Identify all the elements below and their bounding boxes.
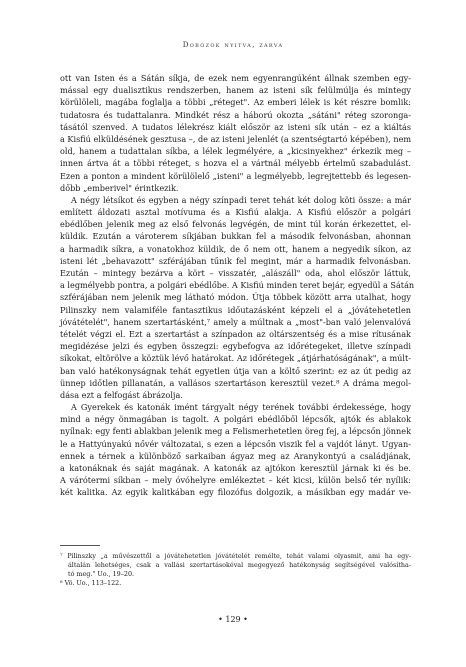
body-line: a Kisfiú elküldésének gesztusa –, de az isteni jelenlét (a szentségtartó képében), nem [60,133,412,144]
body-line: körülöleli, magába foglalja a többi „réteget". Az emberi lélek is két részre bomlik: [60,97,411,108]
page-number: • 129 • [218,615,248,624]
running-head: Dobozok nyitva, zárva [182,40,284,49]
body-line: a katonáknak és saját magának. A katonák az ajtókon keresztül járnak ki és be. [60,463,411,473]
body-line: Ezután – mintegy bezárva a kört – visszatér, „alászáll" oda, ahol először láttuk, [60,268,411,278]
body-line: Pilinszky nem valamiféle fantasztikus időutazásként képzeli el a „jóvátehetetlen [60,304,411,315]
body-line: Ezen a ponton a mindent körülölelő „isteni" a legmélyebb, legrejtettebb és legesen- [60,170,411,181]
body-line: ott van Isten és a Sátán síkja, de ezek nem egyenrangúként állnak szemben egy- [60,73,411,83]
body-line: A négy létsíkot és egyben a négy színpadi teret tehát két dolog köti össze: a már [71,194,411,205]
footnotes [60,552,411,588]
body-line: küldik. Ezután a vároterem síkjában bukkan fel a második felvonásban, ahonnan [60,231,411,242]
body-line: old, hanem a tudattalan síkba, a lélek legmélyére, a „kicsinyekhez" érkezik meg – [60,146,411,157]
footnote-line: ⁷ Pilinszky „a művészettől a jóvátehetetlen jóvátételét remélte, tehát valami olyasmit, ami ha egy- [60,552,411,560]
footnote-rule [60,545,100,546]
footnote-line: tó meg." Uo., 19–20. [68,570,135,578]
body-line: isteni lét „behavazott" szférájában tűnik fel megint, már a harmadik felvonásban. [60,255,411,266]
body-line: A Gyerekek és katonák imént tárgyalt négy terének további érdekessége, hogy [71,402,411,413]
body-line: A várótermi síkban – mely óvóhelyre emlékeztet – két kicsi, külön belső tér nyílik: [60,475,411,486]
body-line: ban való hatékonyságnak tehát egyetlen útja van a költő szerint: ez az út pedig az [60,365,411,376]
body-line: innen ártva át a többi réteget, s hozva el a vártnál mélyebb értelmű szabadulást. [60,158,411,169]
body-line: megidézése jelzi és egyben összegzi: egybefogva az időrétegeket, illetve színpadi [60,341,411,352]
body-line: két kalitka. Az egyik kalitkában egy filozófus dolgozik, a másikban egy madár ve- [60,487,411,498]
body-line: a harmadik síkra, a vonatokhoz küldik, de ő nem ott, hanem a negyedik síkon, az [60,243,411,254]
body-line: ünnep időtlen pillanatán, a vallásos szertartáson keresztül vezet.⁸ A dráma megol- [60,377,411,388]
body-line: le a Hattyúnyakú nővér változatai, s ezen a lépcsőn viszik fel a vajdót lányt. Ugyan- [60,438,411,449]
body-line: jóvátételét", hanem szertartásként,⁷ amely a múltnak a „most"-ban való jelenvalóvá [60,316,411,327]
body-line: tételét végzi el. Ezt a szertartást a színpadon az oltárszentség és a mise rítusának [60,328,411,339]
body-line: mással egy dualisztikus rendszerben, hanem az isteni sík felülmúlja és mintegy [60,85,411,96]
body-line: szférájában nem jelenik meg látható módon. Útja többek között arra utalhat, hogy [60,292,411,303]
body-line: nyílnak: egy fenti ablakban jelenik meg a Felismerhetetlen öreg fej, a lépcsőn jönnek [60,426,411,437]
footnote-line: általán lehetséges, csak a vallási szertartásokéval megegyező hatékonyság segítségével valósítha- [68,561,411,569]
body-line: tudatosra és tudattalanra. Mindkét rész a háború okozta „sátáni" réteg szoronga- [60,109,411,120]
body-line: dőbb „emberivel" érintkezik. [60,182,179,193]
body-line: dása ezt a felfogást ábrázolja. [60,389,183,400]
body-line: mind a négy önmagában is tagolt. A polgári ebédlőből lépcsők, ajtók és ablakok [60,414,411,425]
body-line: említett áldozati asztal motívuma és a Kisfiú alakja. A Kisfiú először a polgári [60,207,411,218]
body-line: ennek a térnek a különböző sarkaiban ágyaz meg az Aranykontyú a családjának, [60,450,411,461]
body-line: tásától szenved. A tudatos lélekrész kiált először az isteni sík után – ez a kiáltás [60,121,411,132]
body-line: ebédlőben jelenik meg az első felvonás legvégén, de mint túl korán érkezettet, el- [60,219,411,230]
footnote-line: ⁸ Vö. Uo., 113–122. [60,579,122,587]
body-line: a legmélyebb pontra, a polgári ebédlőbe. A Kisfiú minden teret bejár, egyedül a Sátán [60,280,415,291]
body-text [60,72,415,499]
body-line: síkokat, eltörölve a köztük lévő határokat. Az időrétegek „átjárhatóságának", a múlt- [60,353,411,364]
